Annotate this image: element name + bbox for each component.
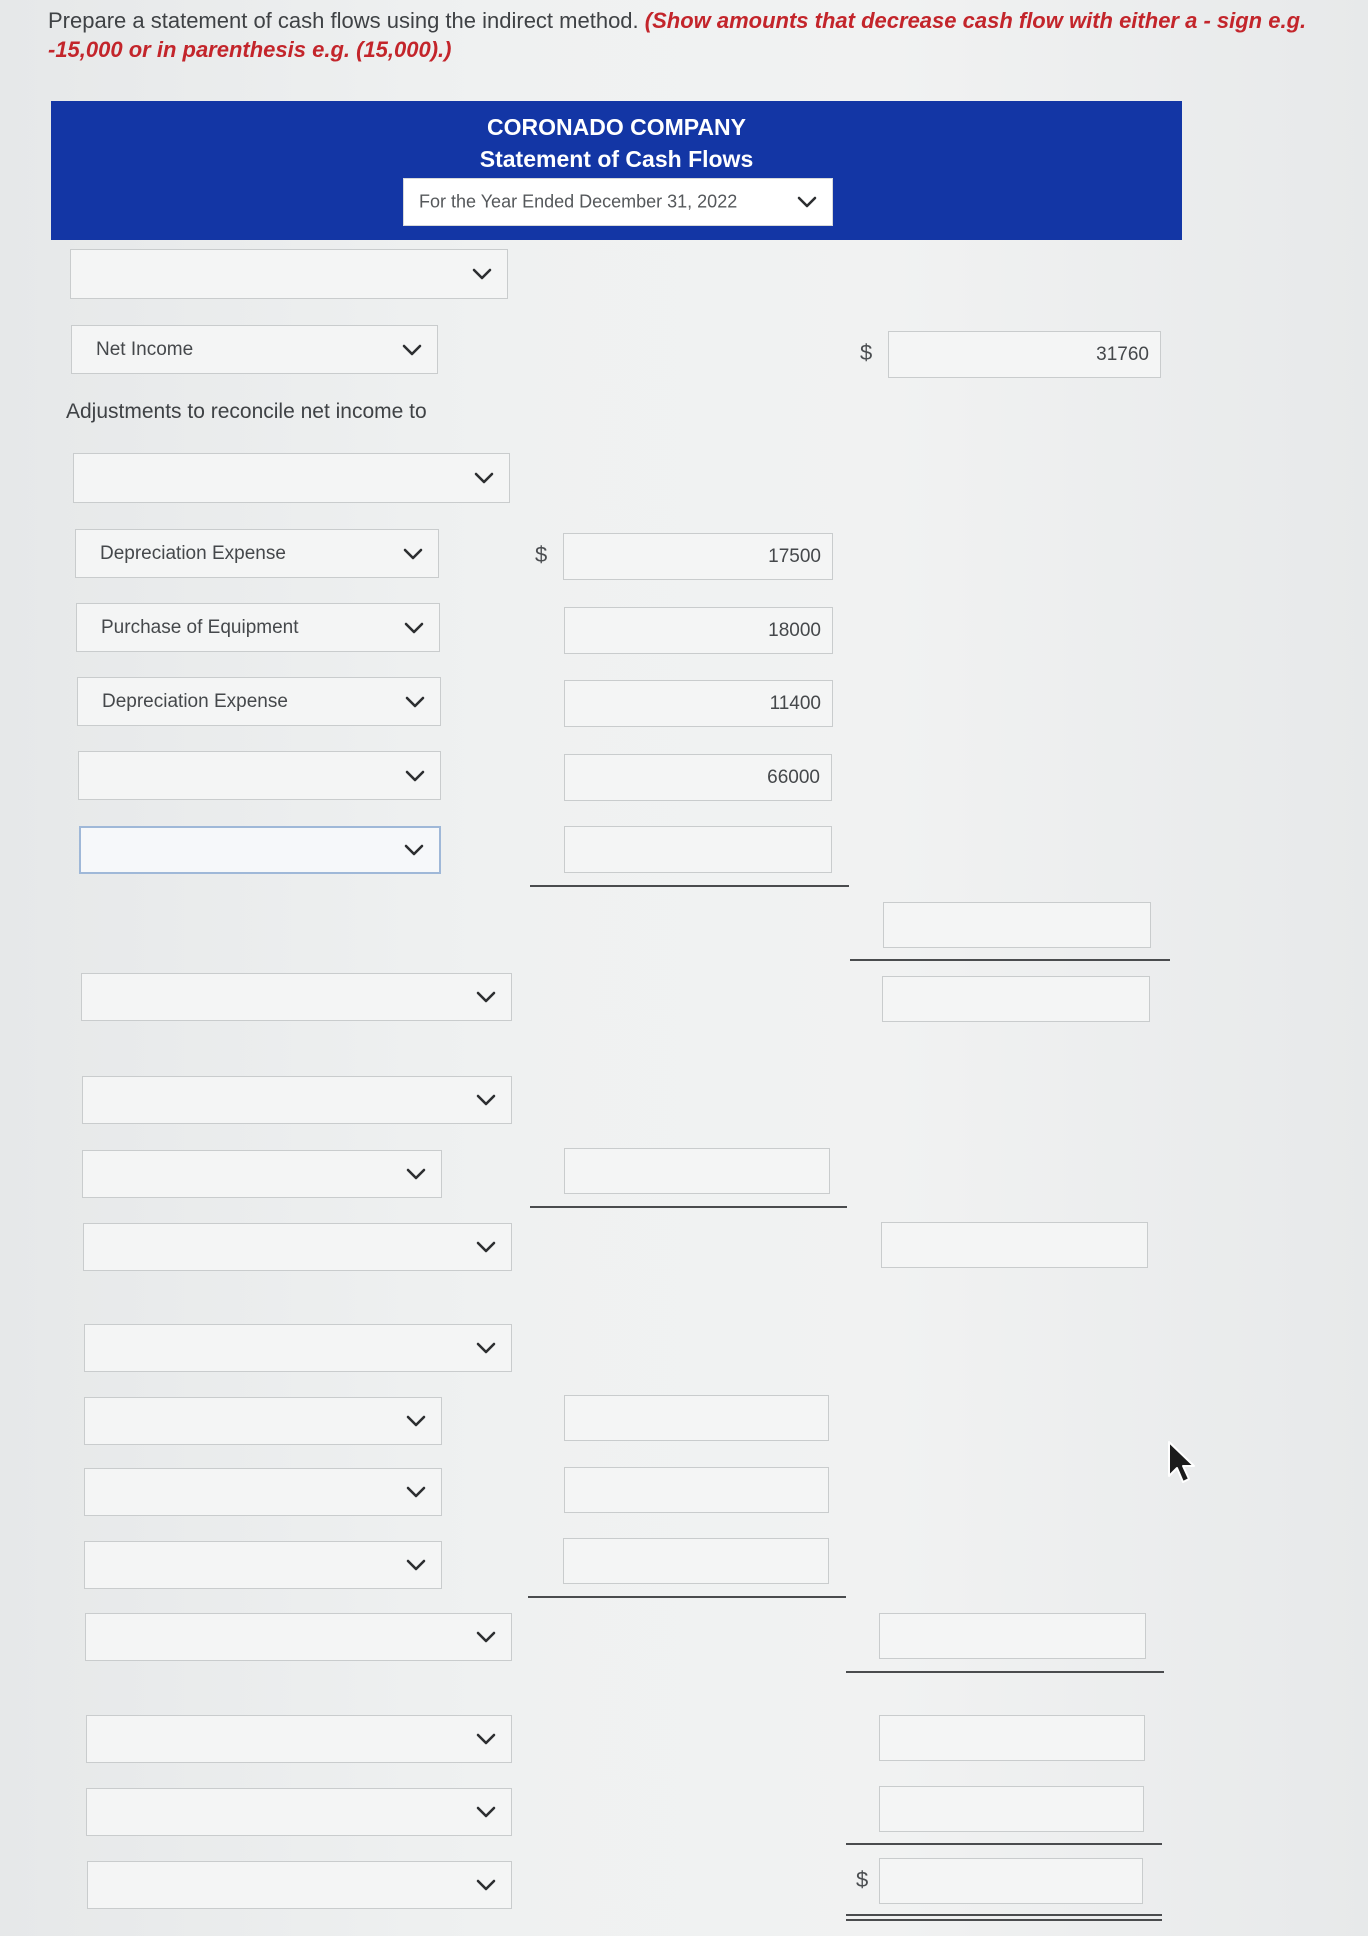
chevron-down-icon [401,342,423,358]
adjustment-dropdown-2[interactable] [76,603,440,652]
chevron-down-icon [475,1092,497,1108]
net-cash-operating-input[interactable] [882,976,1150,1022]
chevron-down-icon [475,1239,497,1255]
chevron-down-icon [405,1166,427,1182]
adjustment-amount-input-5[interactable] [564,826,832,873]
chevron-down-icon [473,470,495,486]
ending-cash-input[interactable] [879,1858,1143,1904]
chevron-down-icon [405,1484,427,1500]
adjustment-amount-input-3[interactable] [564,680,833,727]
financing-item-dropdown-1[interactable] [84,1397,442,1445]
chevron-down-icon [405,1413,427,1429]
net-cash-financing-dropdown[interactable] [85,1613,512,1661]
mouse-cursor-icon [1166,1440,1198,1486]
statement-title: Statement of Cash Flows [479,146,754,172]
instructions [48,6,1348,64]
section-heading-dropdown[interactable] [70,249,508,299]
instruction-text: Prepare a statement of cash flows using the indirect method. [48,8,645,33]
period-dropdown[interactable] [403,178,833,226]
chevron-down-icon [475,1340,497,1356]
net-change-input[interactable] [879,1715,1145,1761]
double-underline [846,1919,1162,1921]
net-income-amount: 31760 [1096,343,1149,365]
chevron-down-icon [475,1877,497,1893]
net-cash-financing-input[interactable] [879,1613,1146,1659]
subtotal-underline [846,1671,1164,1673]
chevron-down-icon [475,1731,497,1747]
financing-item-amount-input-2[interactable] [564,1467,829,1513]
adjustment-amount-input-1[interactable] [563,533,833,580]
net-income-dropdown[interactable] [71,325,438,374]
net-cash-investing-dropdown[interactable] [83,1223,512,1271]
ending-cash-dropdown[interactable] [87,1861,512,1909]
chevron-down-icon [796,194,818,210]
chevron-down-icon [404,694,426,710]
adjustment-dropdown-5[interactable] [79,826,441,874]
investing-heading-dropdown[interactable] [82,1076,512,1124]
net-cash-operating-dropdown[interactable] [81,973,512,1021]
adjustments-continuation-dropdown[interactable] [73,453,510,503]
adjustment-dropdown-1[interactable] [75,529,439,578]
investing-item-amount-input[interactable] [564,1148,830,1194]
adjustment-label-1: Depreciation Expense [100,542,286,564]
adjustment-dropdown-4[interactable] [78,751,441,800]
chevron-down-icon [475,1629,497,1645]
chevron-down-icon [404,768,426,784]
chevron-down-icon [475,989,497,1005]
instruction-emphasis: (Show amounts that decrease cash flow with either a - sign e.g. -15,000 or in parenthesis e.g. (15,000).) [48,8,1307,62]
financing-item-amount-input-1[interactable] [564,1395,829,1441]
adjustment-amount-2: 18000 [768,619,821,641]
adjustment-label-3: Depreciation Expense [102,690,288,712]
chevron-down-icon [471,266,493,282]
adjustment-amount-4: 66000 [767,766,820,788]
subtotal-underline [528,1596,846,1598]
financing-item-dropdown-3[interactable] [84,1541,442,1589]
beginning-cash-dropdown[interactable] [86,1788,512,1836]
adjustment-amount-input-2[interactable] [564,607,833,654]
period-label: For the Year Ended December 31, 2022 [419,191,738,212]
double-underline [846,1914,1162,1916]
total-adjustments-input[interactable] [883,902,1151,948]
dollar-sign: $ [535,542,548,567]
company-name: CORONADO COMPANY [487,114,746,140]
chevron-down-icon [402,546,424,562]
chevron-down-icon [403,842,425,858]
net-income-amount-input[interactable] [888,331,1161,378]
chevron-down-icon [403,620,425,636]
financing-heading-dropdown[interactable] [84,1324,512,1372]
chevron-down-icon [405,1557,427,1573]
dollar-sign: $ [860,340,873,365]
adjustment-amount-3: 11400 [769,692,821,714]
adjustment-label-2: Purchase of Equipment [101,616,299,638]
subtotal-underline [850,959,1170,961]
net-cash-investing-input[interactable] [881,1222,1148,1268]
adjustment-amount-1: 17500 [768,545,821,567]
chevron-down-icon [475,1804,497,1820]
subtotal-underline [530,885,849,887]
adjustments-heading: Adjustments to reconcile net income to [66,400,427,423]
dollar-sign: $ [856,1867,869,1892]
adjustment-amount-input-4[interactable] [564,754,832,801]
beginning-cash-input[interactable] [879,1786,1144,1832]
net-change-dropdown[interactable] [86,1715,512,1763]
adjustment-dropdown-3[interactable] [77,677,441,726]
subtotal-underline [530,1206,847,1208]
net-income-label: Net Income [96,338,194,360]
investing-item-dropdown[interactable] [82,1150,442,1198]
financing-item-dropdown-2[interactable] [84,1468,442,1516]
financing-item-amount-input-3[interactable] [563,1538,829,1584]
subtotal-underline [846,1843,1162,1845]
